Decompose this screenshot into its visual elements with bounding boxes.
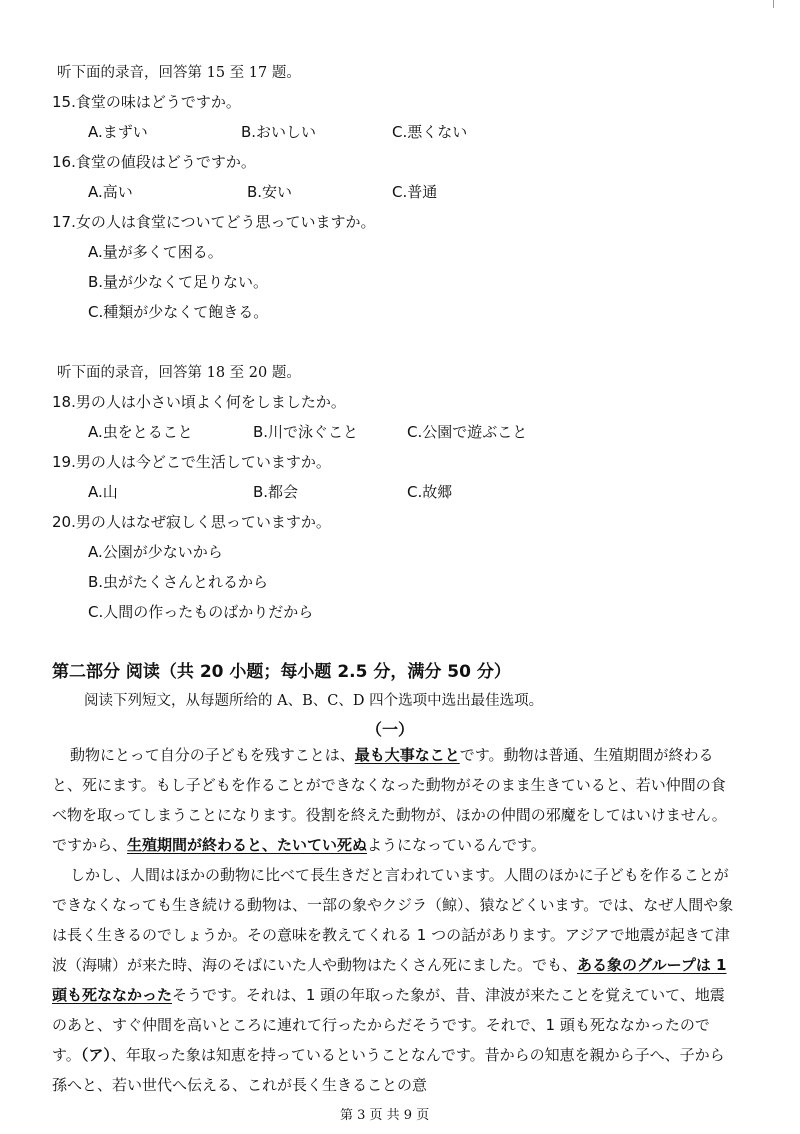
page-corner-mark [773, 0, 774, 8]
q20-option-c: C.人間の作ったものばかりだから [88, 603, 314, 621]
question-18: 18.男の人は小さい頃よく何をしましたか。 [52, 393, 346, 411]
passage-title: （一） [366, 720, 415, 739]
part2-instruction: 阅读下列短文，从每题所给的 A、B、C、D 四个选项中选出最佳选项。 [84, 693, 544, 709]
q20-option-a: A.公園が少ないから [88, 543, 223, 561]
q20-option-b: B.虫がたくさんとれるから [88, 573, 269, 591]
q16-option-c: C.普通 [392, 183, 438, 201]
blank-a: （ア） [80, 1046, 111, 1064]
q15-option-b: B.おいしい [241, 123, 317, 141]
p1-text-b: です。動物は普通、生殖期間が終わると、死にます。もし子どもを作ることができなくなった動物がそのまま生きていると、若い仲間の食べ物を取ってしまうことになります。役割を終えた動物が、ほかの仲間の邪魔をしてはいけません。ですから、 [52, 746, 727, 854]
part2-heading: 第二部分 阅读（共 20 小题；每小题 2.5 分，满分 50 分） [52, 662, 511, 682]
q18-option-a: A.虫をとること [88, 423, 193, 441]
q16-option-b: B.安い [247, 183, 293, 201]
q17-option-c: C.種類が少なくて飽きる。 [88, 303, 269, 321]
p1-text-c: ようになっているんです。 [367, 836, 546, 854]
p2-text-b: そうです。それは、1 頭の年取った象が、昔、津波が来たことを覚えていて、地震のあと、すぐ仲間を高いところに連れて行ったからだそうです。それで、1 頭も死ななかったのです。 [52, 986, 725, 1064]
question-15: 15.食堂の味はどうですか。 [52, 93, 241, 111]
p1-underline-1: 最も大事なこと [354, 746, 460, 764]
p2-text-c: 、年取った象は知恵を持っているということなんです。昔からの知恵を親から子へ、子から孫へと、若い世代へ伝える、これが長く生きることの意 [52, 1046, 725, 1094]
p1-text-a: 動物にとって自分の子どもを残すことは、 [70, 746, 355, 764]
paragraph-1 [52, 740, 738, 860]
q17-option-b: B.量が少なくて足りない。 [88, 273, 269, 291]
paragraph-2 [52, 860, 738, 1100]
q18-option-b: B.川で泳ぐこと [253, 423, 359, 441]
question-19: 19.男の人は今どこで生活していますか。 [52, 453, 331, 471]
q18-option-c: C.公園で遊ぶこと [407, 423, 528, 441]
question-17: 17.女の人は食堂についてどう思っていますか。 [52, 213, 376, 231]
q17-option-a: A.量が多くて困る。 [88, 243, 223, 261]
q15-option-a: A.まずい [88, 123, 148, 141]
p1-underline-2: 生殖期間が終わると、たいてい死ぬ [127, 836, 368, 854]
q19-option-b: B.都会 [253, 483, 299, 501]
q19-option-a: A.山 [88, 483, 118, 501]
p2-underline-1: ある象のグループは 1 頭も死ななかった [52, 956, 727, 1004]
page-footer: 第 3 页 共 9 页 [340, 1108, 430, 1123]
q19-option-c: C.故郷 [407, 483, 453, 501]
section1-instruction: 听下面的录音，回答第 15 至 17 题。 [57, 65, 301, 81]
p2-text-a: しかし、人間はほかの動物に比べて長生きだと言われています。人間のほかに子どもを作ることができなくなっても生き続ける動物は、一部の象やクジラ（鲸）、猿などくいます。では、なぜ人間や象は長く生きるのでしょうか。その意味を教えてくれる 1 つの話があります。アジアで地震が起きて津波（海啸）が来た時、海のそばにいた人や動物はたくさん死にました。でも、 [52, 866, 734, 974]
passage-body [52, 740, 738, 1100]
q16-option-a: A.高い [88, 183, 133, 201]
question-16: 16.食堂の値段はどうですか。 [52, 153, 256, 171]
q15-option-c: C.悪くない [392, 123, 468, 141]
section2-instruction: 听下面的录音，回答第 18 至 20 题。 [57, 365, 301, 381]
question-20: 20.男の人はなぜ寂しく思っていますか。 [52, 513, 331, 531]
